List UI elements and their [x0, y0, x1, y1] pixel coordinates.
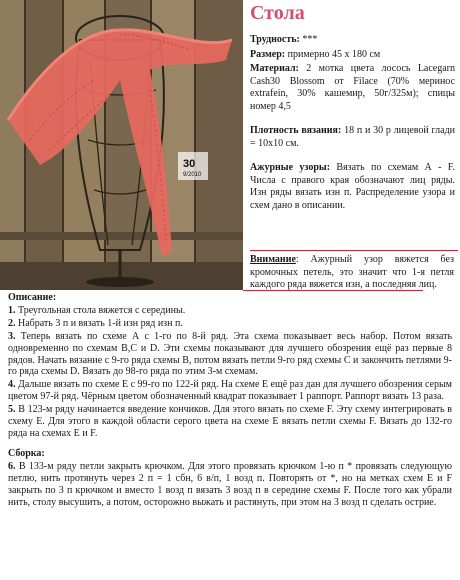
lace-value: Вязать по схемам А - F. Числа с правого края обозначают лиц ряды. Изн ряды вязать изн п. Распределение узора и схем дано в описании. [250, 162, 455, 211]
material-label: Материал: [250, 63, 299, 74]
attention-text: : Ажурный узор вяжется без кромочных петель, это значит что 1-я петля каждого ряда вяжется изн, а последняя лиц. [250, 254, 454, 290]
photo-illustration [0, 0, 243, 290]
material-value: 2 мотка цвета лосось Lacegarn Cash30 Blossom от Filace (70% меринос extrafein, 30% кашемир, 50г/325м); спицы номер 4,5 [250, 63, 456, 112]
difficulty-line [250, 34, 455, 47]
step: 1. Треугольная стола вяжется с середины. [8, 304, 186, 316]
lace-label: Ажурные узоры: [250, 162, 331, 173]
instructions [8, 292, 452, 509]
description-heading: Описание: [8, 292, 57, 303]
note-underline [243, 290, 423, 291]
product-photo [0, 0, 243, 290]
size-line [250, 49, 455, 62]
gauge-line [250, 125, 455, 150]
attention-label: Внимание [250, 254, 296, 265]
step: 6. В 133-м ряду петли закрыть крючком. Для этого провязать крючком 1-ю п * провязать следующую петлю, нить протянуть через 2 п = 1 сбн, 6 в/п, 1 возд п. Повторять от *, но на метках схем E и F закрыть по 3 п крючком и вместо 1 возд п вязать 3 возд п в середине схемы F. После того как убрали нить, столу высушить, а потом, осторожно выжать и растянуть, при этом на 3 возд п сделать острие. [8, 460, 453, 508]
specs-column [250, 2, 455, 214]
step: 5. В 123-м ряду начинается введение кончиков. Для этого вязать по схеме F. Эту схему интегрировать в схему E. Для этого в каждой области серого цвета на схеме E вязать петли схемы F. Вязать до 132-го ряда на схемах E и F. [8, 404, 452, 439]
magazine-number: 30 [183, 158, 196, 170]
magazine-issue: 9/2010 [183, 172, 202, 178]
page-title: Стола [250, 2, 305, 24]
lace-line [250, 162, 455, 212]
attention-note [250, 254, 454, 292]
note-separator [250, 250, 458, 251]
gauge-value: 18 п и 30 р лицевой глади = 10х10 см. [250, 125, 456, 149]
step: 4. Дальше вязать по схеме E с 99-го по 122-й ряд. На схеме E ещё раз дан для лучшего обозрения серым цветом 97-й ряд. Чёрным цветом обозначенный квадрат показывает 1 раппорт. Раппорт вязать 13 раза. [8, 379, 452, 403]
step: 3. Теперь вязать по схеме А с 1-го по 8-й ряд. Эта схема показывает весь набор. Потом вязать одновременно по схемам B,C и D. Эти схемы показывают для лучшего обозрения ещё раз первые 8 рядов. Начать вязание с 9-го ряда схемы B, потом вязать петли 9-го ряд схемы C и закончить петлями 9-го ряда схемы D. Вязать до 98-го ряда по этим 3-м схемам. [8, 330, 452, 378]
size-label: Размер: [250, 48, 286, 60]
gauge-label: Плотность вязания: [250, 125, 342, 136]
difficulty-value: *** [302, 34, 318, 45]
assembly-heading: Сборка: [8, 447, 45, 459]
material-line [250, 63, 455, 113]
size-value: примерно 45 х 180 см [287, 48, 381, 60]
difficulty-label: Трудность: [250, 34, 300, 45]
step: 2. Набрать 3 п и вязать 1-й изн ряд изн п. [8, 317, 183, 329]
